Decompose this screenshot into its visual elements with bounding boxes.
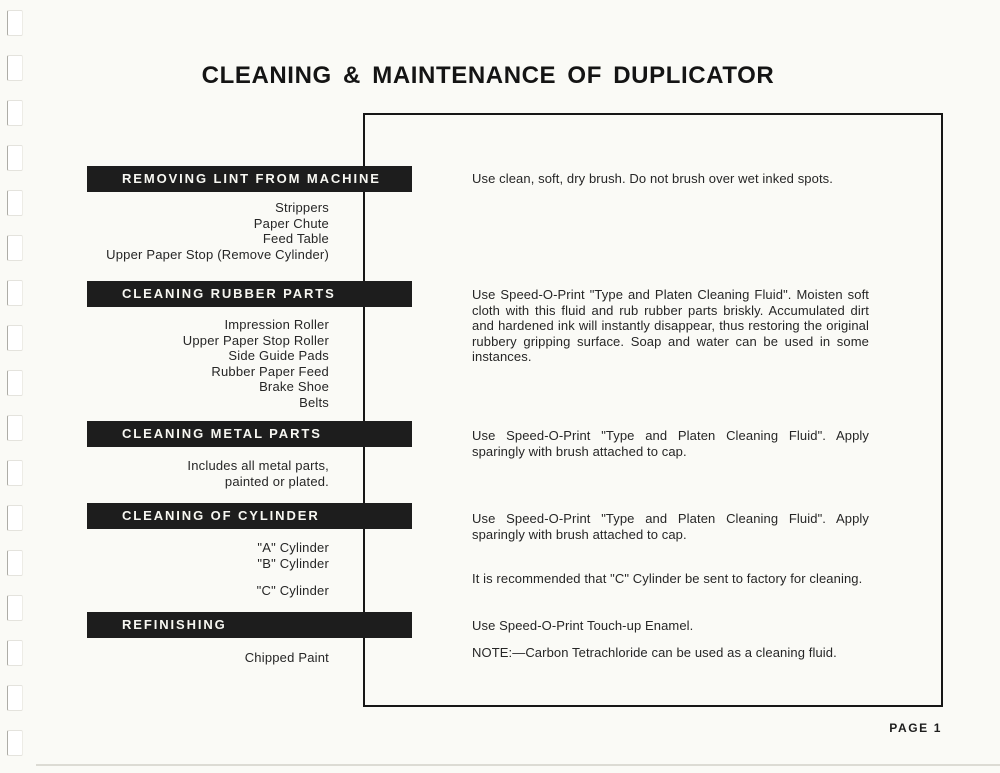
section-heading-bar-refinishing: [87, 612, 412, 638]
binding-hole: [7, 235, 23, 261]
section-heading: REFINISHING: [122, 617, 227, 632]
binding-hole: [7, 595, 23, 621]
section-heading: CLEANING METAL PARTS: [122, 426, 322, 441]
list-item: "A" Cylinder: [257, 540, 329, 555]
list-item: Includes all metal parts,: [187, 458, 329, 473]
section-body-cylinder: Use Speed-O-Print "Type and Platen Cleaning Fluid". Apply sparingly with brush attached to cap.: [472, 511, 869, 542]
binding-hole: [7, 370, 23, 396]
section-heading: CLEANING RUBBER PARTS: [122, 286, 336, 301]
binding-hole: [7, 505, 23, 531]
section-item-list-removing-lint: [60, 200, 329, 262]
binding-hole: [7, 460, 23, 486]
list-item: Rubber Paper Feed: [211, 363, 329, 379]
page-edge-shadow: [36, 764, 1000, 766]
list-item: Feed Table: [262, 231, 329, 246]
section-item-list-cylinder-ab: [60, 540, 329, 571]
section-body-cylinder-c-note: It is recommended that "C" Cylinder be sent to factory for cleaning.: [472, 571, 863, 586]
list-item: Upper Paper Stop (Remove Cylinder): [106, 246, 329, 262]
list-item: Chipped Paint: [244, 650, 329, 665]
binding-hole: [7, 10, 23, 36]
section-heading-bar-removing-lint: [87, 166, 412, 192]
page-number: PAGE 1: [889, 721, 942, 735]
binding-hole: [7, 415, 23, 441]
section-heading-bar-metal-parts: [87, 421, 412, 447]
section-item-list-cylinder-c: [60, 583, 329, 599]
list-item: Brake Shoe: [259, 379, 329, 394]
page-title: CLEANING & MAINTENANCE OF DUPLICATOR: [201, 62, 775, 89]
list-item: Paper Chute: [253, 215, 329, 231]
section-note-carbon-tetrachloride: NOTE:—Carbon Tetrachloride can be used as a cleaning fluid.: [472, 645, 837, 660]
list-item: "C" Cylinder: [256, 583, 329, 598]
list-item: Upper Paper Stop Roller: [182, 332, 329, 348]
section-item-list-metal-parts: [60, 458, 329, 489]
binding-hole: [7, 550, 23, 576]
section-body-removing-lint: Use clean, soft, dry brush. Do not brush over wet inked spots.: [472, 171, 833, 186]
section-heading: REMOVING LINT FROM MACHINE: [122, 171, 381, 186]
binding-hole: [7, 190, 23, 216]
section-heading-bar-rubber-parts: [87, 281, 412, 307]
binding-hole: [7, 730, 23, 756]
binding-hole: [7, 145, 23, 171]
section-heading-bar-cylinder: [87, 503, 412, 529]
list-item: Belts: [299, 394, 329, 410]
list-item: painted or plated.: [224, 473, 329, 489]
binding-hole: [7, 325, 23, 351]
section-body-refinishing: Use Speed-O-Print Touch-up Enamel.: [472, 618, 694, 633]
list-item: Side Guide Pads: [228, 348, 329, 363]
binding-hole: [7, 280, 23, 306]
binding-hole: [7, 685, 23, 711]
list-item: Impression Roller: [224, 317, 329, 332]
binding-hole: [7, 640, 23, 666]
list-item: "B" Cylinder: [257, 555, 329, 571]
section-item-list-refinishing: [60, 650, 329, 666]
section-item-list-rubber-parts: [60, 317, 329, 410]
section-body-metal-parts: Use Speed-O-Print "Type and Platen Cleaning Fluid". Apply sparingly with brush attached to cap.: [472, 428, 869, 459]
list-item: Strippers: [275, 200, 329, 215]
section-heading: CLEANING OF CYLINDER: [122, 508, 320, 523]
section-body-rubber-parts: Use Speed-O-Print "Type and Platen Cleaning Fluid". Moisten soft cloth with this fluid and rub rubber parts briskly. Accumulated dirt and hardened ink will instantly disappear, thus restoring the original rubbery gripping surface. Soap and water can be used in some instances.: [472, 287, 869, 365]
binding-hole: [7, 100, 23, 126]
